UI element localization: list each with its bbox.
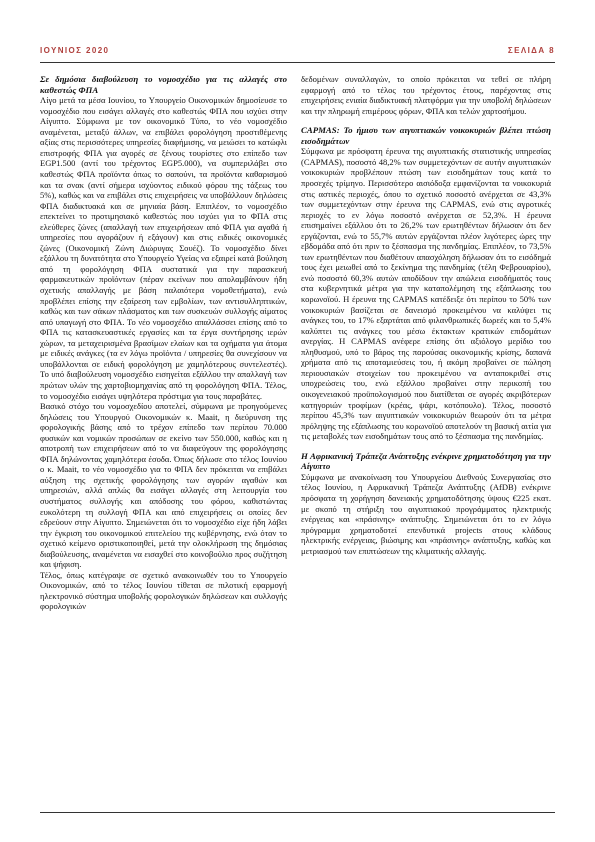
afdb-paragraph: Σύμφωνα με ανακοίνωση του Υπουργείου Διεθνούς Συνεργασίας στο τέλος Ιουνίου, η Αφρικανική Τράπεζα Ανάπτυξης (AfDB) ενέκρινε πρόσφατα τη χορήγηση δανειακής χρηματοδότησης ύψους €225 εκατ. με σκοπό τη στήριξη του αιγυπτιακού προγράμματος ηλεκτρικής ενέργειας και «πράσινης» ανάπτυξης. Σημειώνεται ότι το εν λόγω πρόγραμμα χρηματοδοτεί επενδυτικά projects στους κλάδους ηλεκτρικής ενέργειας, βιώσιμης και «πράσινης» ανάπτυξης, καθώς και μετριασμού των επιπτώσεων της κλιματικής αλλαγής. (301, 471, 551, 556)
section-spacer (301, 116, 551, 125)
vat-bill-continuation: δεδομένων συναλλαγών, το οποίο πρόκειται να τεθεί σε πλήρη εφαρμογή από το τέλος του τρέχοντος έτους, παρέχοντας στις επιχειρήσεις ενιαία διαδικτυακή πλατφόρμα για την υποβολή δηλώσεων και την πληρωμή επιμέρους φόρων, ΦΠΑ και τελών χαρτοσήμου. (301, 74, 551, 116)
afdb-headline: Η Αφρικανική Τράπεζα Ανάπτυξης ενέκρινε χρηματοδότηση για την Αίγυπτο (301, 450, 551, 472)
vat-bill-paragraph-2: Βασικό στόχο του νομοσχεδίου αποτελεί, σύμφωνα με προηγούμενες δηλώσεις του Υπουργού Οικονομικών κ. Maait, η διεύρυνση της φορολογικής βάσης από το τρέχον επίπεδο των περίπου 70.000 φυσικών και νομικών προσώπων σε εκείνο των 550.000, καθώς και η αποτροπή των επιχειρήσεων από το να διαφεύγουν της φορολόγησης ΦΠΑ δηλώνοντας χαμηλότερα έσοδα. Όπως δήλωσε στο τέλος Ιουνίου ο κ. Maait, το νέο νομοσχέδιο για το ΦΠΑ δεν πρόκειται να επιβάλει αύξηση της σχετικής φορολόγησης των αγορών αγαθών και υπηρεσιών, αλλά απλώς θα εισάγει αλλαγές στη λειτουργία του συστήματος συλλογής και απόδοσης του φόρου, καθιστώντας ευκολότερη τη συλλογή ΦΠΑ και από επιχειρήσεις οι οποίες δεν εδρεύουν στην Αίγυπτο. Σημειώνεται ότι το νομοσχέδιο είχε ήδη λάβει την έγκριση του οικονομικού επιτελείου της κυβέρνησης, ενώ όταν το σχετικό κείμενο οριστικοποιηθεί, μετά την ολοκλήρωση της δημόσιας διαβούλευσης, αναμένεται να εισαχθεί στο κοινοβούλιο προς συζήτηση και ψήφιση. (40, 401, 287, 570)
capmas-paragraph: Σύμφωνα με πρόσφατη έρευνα της αιγυπτιακής στατιστικής υπηρεσίας (CAPMAS), ποσοστό 48,2% των συμμετεχόντων σε αυτήν αιγυπτιακών νοικοκυριών προβλέπουν πτώση των εισοδημάτων τους κατά το προσεχές τρίμηνο. Περισσότερο αισιόδοξα εμφανίζονται τα νοικοκυριά στις αστικές περιοχές, όπου το σχετικό ποσοστό ανέρχεται σε 43,3% των συμμετεχόντων στην έρευνα της CAPMAS, ενώ στις αγροτικές περιοχές το εν λόγω ποσοστό ανέρχεται σε 52,3%. Η έρευνα επισημαίνει εξάλλου ότι το 26,2% των ερωτηθέντων δήλωσαν ότι δεν εργάζονται, ενώ το 55,7% αυτών εργάζονται πλέον λιγότερες ώρες την εβδομάδα από ότι πριν το ξέσπασμα της πανδημίας. Επιπλέον, το 73,5% των ερωτηθέντων που διαθέτουν απασχόληση δήλωσαν ότι το εισόδημά τους έχει μειωθεί από το ξεκίνημα της πανδημίας (τέλη Φεβρουαρίου), ενώ ποσοστό 60,3% αυτών αποδίδουν την απώλεια εισοδήματός τους στα κυβερνητικά μέτρα για την καταπολέμηση της εξάπλωσης του κορωνοϊού. Η έρευνα της CAPMAS κατέδειξε ότι περίπου το 50% των νοικοκυριών βασίζεται σε δανεισμό προκειμένου να καλύψει τις ανάγκες του, το 17% εξαρτάται από φιλανθρωπικές δωρεές και το 5,4% καλύπτει τις ανάγκες του μέσω έκτακτων κρατικών επιδομάτων ανεργίας. Η CAPMAS ανέφερε επίσης ότι αξιόλογο μερίδιο του πληθυσμού, υπό το βάρος της παρούσας οικονομικής κρίσης, δαπανά χρήματα από τις αποταμιεύσεις του, ή ακόμη προβαίνει σε πώληση περιουσιακών στοιχείων του προκειμένου να ανταποκριθεί στις υποχρεώσεις του, ενώ εξάλλου προβαίνει στην περικοπή του οικογενειακού προϋπολογισμού που διατίθεται σε αγορές ακριβότερων κατηγοριών τροφίμων (κρέας, ψάρι, κοτόπουλο). Τέλος, ποσοστό περίπου 45,3% των αιγυπτιακών νοικοκυριών θεωρούν ότι τα μέτρα πρόληψης της εξάπλωσης του κορωνοϊού αποτελούν τη βασική αιτία για τις μεταβολές των εισοδημάτων τους από το ξέσπασμα της πανδημίας. (301, 146, 551, 442)
header-rule (40, 62, 555, 63)
right-column (301, 74, 551, 556)
page-number: ΣΕΛΙΔΑ 8 (507, 46, 555, 55)
left-column (40, 74, 287, 612)
footer-rule (40, 812, 555, 813)
page-header (40, 46, 555, 60)
vat-bill-paragraph-1: Λίγο μετά τα μέσα Ιουνίου, το Υπουργείο Οικονομικών δημοσίευσε το νομοσχέδιο που εισάγει αλλαγές στο καθεστώς ΦΠΑ που ισχύει στην Αίγυπτο. Σύμφωνα με τον οικονομικό Τύπο, το νέο νομοσχέδιο αναμένεται, μεταξύ άλλων, να επιβάλει φορολόγηση προστιθέμενης αξίας στις περισσότερες υπηρεσίες διαφήμισης, να μειώσει το κατώφλι επιστροφής ΦΠΑ για αγορές σε ξένους τουρίστες στο επίπεδο των EGP1.500 (αντί του τρέχοντος EGP5.000), να συμπεριλάβει στο καθεστώς ΦΠΑ προϊόντα όπως το σαπούνι, τα προϊόντα καθαρισμού και τα σνακ (αντί σήμερα ισχύοντος ειδικού φόρου της τάξεως του 5%), καθώς και να επιβάλει στις επιχειρήσεις να υποβάλλουν δηλώσεις ΦΠΑ διαδικτυακά και σε μηνιαία βάση. Επιπλέον, το νομοσχέδιο επεκτείνει το προτιμησιακό καθεστώς που ισχύει για το ΦΠΑ στις ελεύθερες ζώνες (απαλλαγή των επιχειρήσεων από ΦΠΑ για αγαθά ή υπηρεσίες που αγοράζουν ή εξάγουν) και στις ειδικές οικονομικές ζώνες (Οικονομική Ζώνη Διώρυγας Σουέζ). Το νομοσχέδιο δίνει εξάλλου τη δυνατότητα στο Υπουργείο Υγείας να εξαιρεί κατά βούληση από τη φορολόγηση ΦΠΑ συστατικά για την παρασκευή φαρμακευτικών προϊόντων (πέραν εκείνων που απολαμβάνουν ήδη σχετικής απαλλαγής με βάση παλαιότερα νομοθετήματα), ενώ προβλέπει επίσης την εξαίρεση των εμβολίων, των αντισυλληπτικών, καθώς και των σάκων πλάσματος και των συσκευών συλλογής αίματος από υπαγωγή στο ΦΠΑ. Το νέο νομοσχέδιο απαλλάσσει επίσης από το ΦΠΑ τις κατασκευαστικές εργασίες και τα έργα συντήρησης ιερών χώρων, τα μεταχειρισμένα βρασίμων ελαίων και τα οχήματα για άτομα με ειδικές ανάγκες (τα εν λόγω προϊόντα / υπηρεσίες θα συνεχίσουν να υποβάλλονται σε ειδική φορολόγηση με χαμηλότερους συντελεστές). Το υπό διαβούλευση νομοσχέδιο εισηγείται εξάλλου την απαλλαγή των πρώτων υλών της χαρτοβιομηχανίας από τη φορολόγηση ΦΠΑ. Τέλος, το νομοσχέδιο εισάγει υψηλότερα πρόστιμα για τους παραβάτες. (40, 95, 287, 401)
vat-bill-paragraph-3: Τέλος, όπως κατέγραψε σε σχετικό ανακοινωθέν του το Υπουργείο Οικονομικών, από το τέλος Ιουνίου τίθεται σε πιλοτική εφαρμογή ηλεκτρονικό σύστημα υποβολής φορολογικών δηλώσεων και συλλογής φορολογικών (40, 569, 287, 612)
issue-date: ΙΟΥΝΙΟΣ 2020 (40, 46, 110, 55)
vat-bill-headline: Σε δημόσια διαβούλευση το νομοσχέδιο για τις αλλαγές στο καθεστώς ΦΠΑ (40, 74, 287, 95)
section-spacer (301, 442, 551, 451)
capmas-headline: CAPMAS: Το ήμισυ των αιγυπτιακών νοικοκυριών βλέπει πτώση εισοδημάτων (301, 125, 551, 146)
